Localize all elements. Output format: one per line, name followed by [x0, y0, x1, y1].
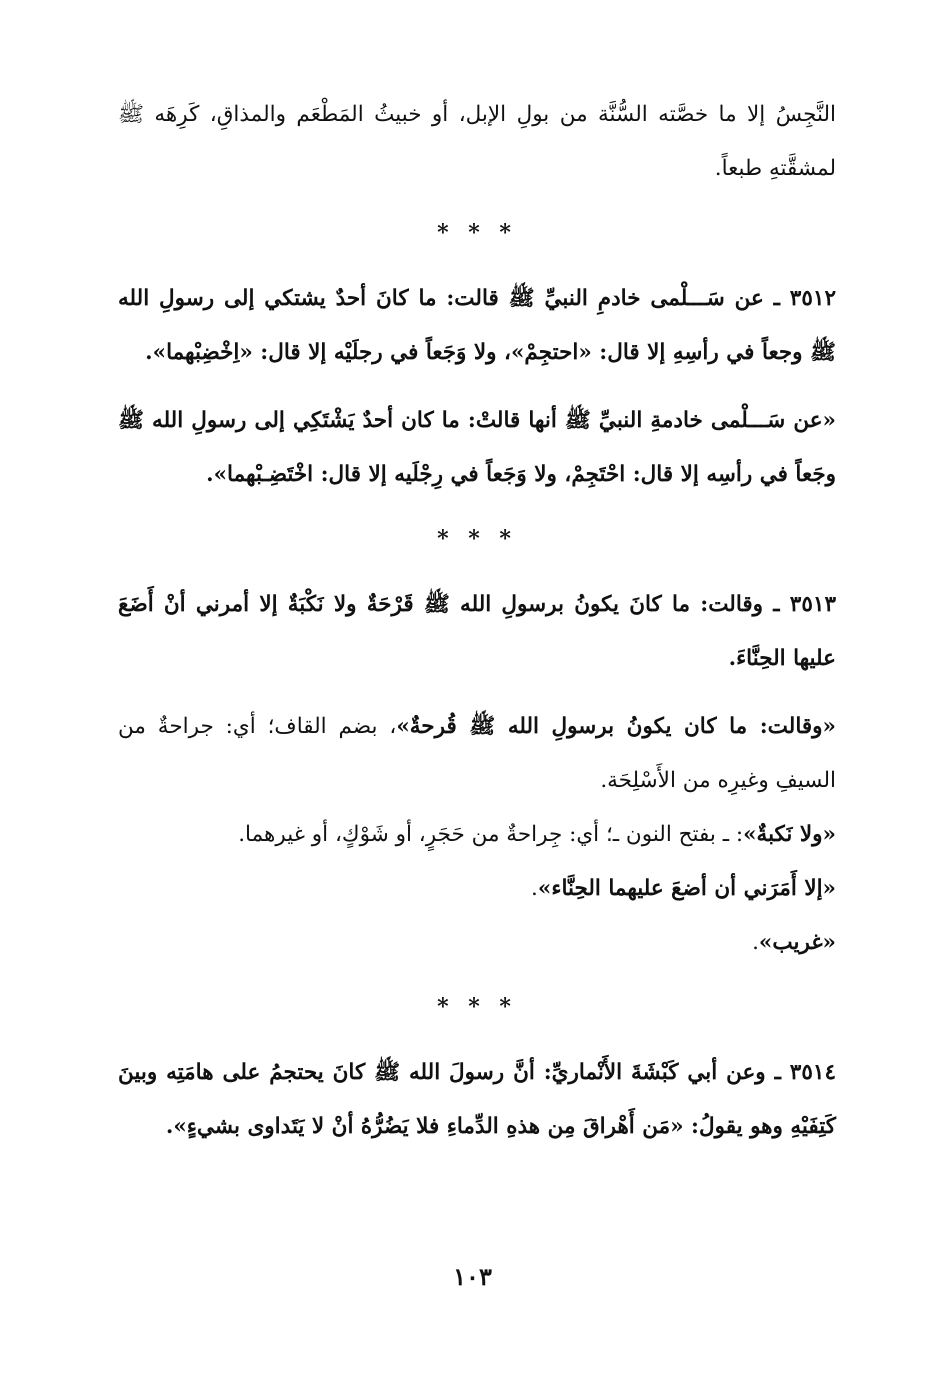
- hadith-3514: ٣٥١٤ ـ وعن أبي كَبْشَةَ الأَنْماريِّ: أنَّ رسولَ الله ﷺ كانَ يحتجمُ على هامَتِه وبينَ كَتِفَيْهِ وهو يقولُ: «مَن أَهْراقَ مِن هذهِ الدِّماءِ فلا يَضُرُّهُ أنْ لا يَتَداوى بشيءٍ».: [118, 1060, 836, 1139]
- hadith-3513: ٣٥١٣ ـ وقالت: ما كانَ يكونُ برسولِ الله ﷺ قَرْحَةٌ ولا نَكْبَةٌ إلا أمرني أنْ أَضَعَ عليها الحِنَّاءَ.: [118, 592, 836, 671]
- quote-qurha: «وقالت: ما كان يكونُ برسولِ الله ﷺ قُرحةٌ»: [396, 714, 836, 739]
- qurha-explanation: ، بضم القاف؛ أي: جراحةٌ من السيفِ وغيرِه من الأَسْلِحَة.: [118, 714, 836, 793]
- commentary-3513-line-nakba: [118, 808, 836, 862]
- commentary-3513-line-hinna: [118, 862, 836, 916]
- hinna-end: .: [531, 876, 538, 901]
- commentary-3512: «عن سَـــلْمى خادمةِ النبيِّ ﷺ أنها قالتْ: ما كان أحدٌ يَشْتَكِي إلى رسولِ الله ﷺ وجَعاً في رأسِه إلا قال: احْتَجِمْ، ولا وَجَعاً في رِجْلَيه إلا قال: اخْتَضِـبْهما».: [118, 408, 836, 487]
- commentary-3513-para: [118, 700, 836, 808]
- page-body: [118, 88, 836, 1154]
- gharib-end: .: [752, 930, 759, 955]
- section-separator: * * *: [437, 220, 517, 246]
- nakba-explanation: : ـ بفتح النون ـ؛ أي: جِراحةٌ من حَجَرٍ، أو شَوْكٍ، أو غيرهما.: [238, 822, 744, 847]
- commentary-3513-line-gharib: [118, 916, 836, 970]
- hadith-3512: ٣٥١٢ ـ عن سَـــلْمى خادمِ النبيِّ ﷺ قالت: ما كانَ أحدٌ يشتكي إلى رسولِ الله ﷺ وجعاً في رأسِهِ إلا قال: «احتجِمْ»، ولا وَجَعاً في رجلَيْه إلا قال: «اِخْضِبْهما».: [118, 286, 836, 365]
- section-separator: * * *: [437, 526, 517, 552]
- quote-gharib: «غريب»: [758, 930, 836, 955]
- page-number: ١٠٣: [453, 1262, 492, 1291]
- quote-nakba: «ولا نَكبةٌ»: [743, 822, 836, 847]
- section-separator: * * *: [437, 994, 517, 1020]
- intro-paragraph: النَّجِسُ إلا ما خصَّته السُّنَّة من بولِ الإبل، أو خبيثُ المَطْعَم والمذاقِ، كَرِهَه ﷺ لمشقَّتهِ طبعاً.: [118, 102, 836, 181]
- quote-hinna: «إلا أَمَرَني أن أضعَ عليهما الحِنَّاء»: [537, 876, 836, 901]
